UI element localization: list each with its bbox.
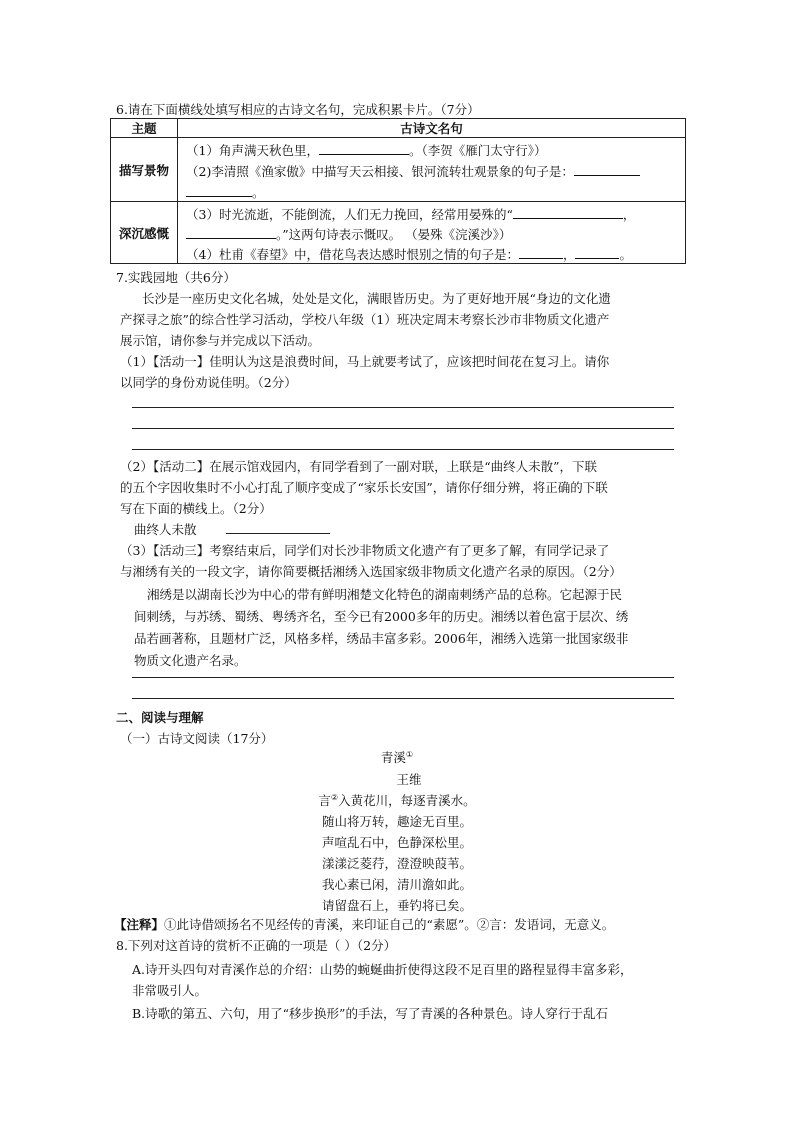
answer-line[interactable] (132, 677, 674, 678)
poem-title (0, 748, 794, 766)
poem-l1a: 言 (318, 793, 331, 808)
poem-author: 王维 (396, 772, 422, 787)
answer-line[interactable] (132, 449, 674, 450)
poem-l1-note: ② (330, 792, 339, 802)
row2-line3 (186, 245, 632, 263)
poem-line-1 (0, 791, 794, 809)
row2-content (178, 202, 686, 264)
row1-l1a: （1）角声满天秋色里， (186, 143, 319, 158)
answer-line[interactable] (132, 407, 674, 408)
q7-intro-2: 产探寻之旅”的综合性学习活动，学校八年级（1）班决定周末考察长沙市非物质文化遗产 (120, 312, 610, 327)
poem-l1b: 入黄花川，每逐青溪水。 (338, 793, 476, 808)
row1-line3 (186, 183, 265, 201)
answer-line[interactable] (132, 428, 674, 429)
row2-l1a: （3）时光流逝，不能倒流，人们无力挽回，经常用晏殊的“ (186, 207, 513, 222)
fill-blank-2[interactable] (574, 163, 640, 176)
q8-option-b-line1[interactable]: B.诗歌的第五、六句，用了“移步换形”的手法，写了青溪的各种景色。诗人穿行于乱石 (132, 1006, 608, 1021)
q7-intro-1: 长沙是一座历史文化名城，处处是文化，满眼皆历史。为了更好地开展“身边的文化遗 (142, 291, 611, 306)
fill-blank-7[interactable] (575, 246, 619, 259)
fill-blank-6[interactable] (519, 246, 563, 259)
header-quote: 古诗文名句 (178, 119, 686, 138)
q7-activity1-line1: （1）【活动一】佳明认为这是浪费时间，马上就要考试了，应该把时间花在复习上。请你 (120, 354, 610, 369)
xiangxiu-para-3: 品若画著称，且题材广泛，风格多样，绣品丰富多彩。2006年，湘绣入选第一批国家级非 (134, 631, 629, 646)
row2-topic: 深沉感慨 (111, 202, 178, 264)
answer-line[interactable] (132, 698, 674, 699)
fill-blank-5[interactable] (186, 226, 276, 239)
row2-l3a: （4）杜甫《春望》中，借花鸟表达感时恨别之情的句子是： (186, 247, 519, 262)
poem-title-text: 青溪 (380, 750, 406, 765)
q7-activity3-line1: （3）【活动三】考察结束后，同学们对长沙非物质文化遗产有了更多了解，有同学记录了 (120, 543, 610, 558)
row1-l3: 。 (252, 185, 265, 200)
row2-l2: 。”这两句诗表示慨叹。 （晏殊《浣溪沙》） (276, 227, 512, 242)
fill-blank-1[interactable] (319, 142, 409, 155)
poem-notes (114, 915, 614, 933)
row2-line1 (186, 205, 635, 223)
q8-title: 8.下列对这首诗的赏析不正确的一项是（ ）（2分） (116, 938, 397, 953)
poem-line-6: 请留盘石上，垂钓将已矣。 (321, 898, 472, 913)
row1-l1b: 。（李贺《雁门太守行》） (408, 143, 547, 158)
xiangxiu-para-1: 湘绣是以湖南长沙为中心的带有鲜明湘楚文化特色的湖南刺绣产品的总称。它起源于民 (147, 587, 623, 602)
q7-activity3-line2: 与湘绣有关的一段文字，请你简要概括湘绣入选国家级非物质文化遗产名录的原因。（2分） (120, 564, 622, 579)
xiangxiu-para-2: 间刺绣，与苏绣、蜀绣、粤绣齐名，至今已有2000多年的历史。湘绣以着色富于层次、绣 (134, 609, 629, 624)
q7-title: 7.实践园地（共6分） (116, 270, 236, 285)
q7-activity1-line2: 以同学的身份劝说佳明。（2分） (120, 375, 297, 390)
header-topic: 主题 (111, 119, 178, 138)
poem-title-note: ① (405, 749, 414, 759)
fill-blank-3[interactable] (186, 184, 252, 197)
q7-activity2-line1: （2）【活动二】在展示馆戏园内，有同学看到了一副对联，上联是“曲终人未散”，下联 (120, 459, 597, 474)
row2-l3b: ， (562, 247, 576, 262)
couplet-first-line: 曲终人未散 (134, 522, 197, 537)
poem-line-2: 随山将万转，趣途无百里。 (321, 814, 472, 829)
notes-label: 【注释】 (114, 917, 165, 932)
row1-line1 (186, 141, 546, 159)
row1-content (178, 138, 686, 202)
couplet-answer-line[interactable] (226, 533, 330, 534)
row1-topic: 描写景物 (111, 138, 178, 202)
section-subtitle: （一）古诗文阅读（17分） (120, 731, 274, 746)
q8-option-a-line1[interactable]: A.诗开头四句对青溪作总的介绍：山势的蜿蜒曲折使得这段不足百里的路程显得丰富多彩， (132, 962, 633, 977)
row2-l1b: ， (622, 207, 636, 222)
poem-line-5: 我心素已闲，清川澹如此。 (321, 877, 472, 892)
q7-activity2-line2: 的五个字因收集时不小心打乱了顺序变成了“家乐长安国”，请你仔细分辨，将正确的下联 (120, 480, 608, 495)
q8-option-a-line2[interactable]: 非常吸引人。 (132, 983, 208, 998)
q7-activity2-line3: 写在下面的横线上。（2分） (120, 501, 272, 516)
fill-blank-4[interactable] (513, 206, 623, 219)
row1-line2 (186, 162, 640, 180)
accumulation-card-table (110, 118, 686, 264)
section-title: 二、阅读与理解 (116, 710, 204, 725)
q7-intro-3: 展示馆，请你参与并完成以下活动。 (120, 333, 321, 348)
row1-l2: （2)李清照《渔家傲》中描写天云相接、银河流转壮观景象的句子是： (186, 164, 574, 179)
poem-line-4: 漾漾泛菱荇，澄澄映葭苇。 (321, 856, 472, 871)
row2-l3c: 。 (619, 247, 632, 262)
poem-line-3: 声喧乱石中，色静深松里。 (321, 835, 472, 850)
row2-line2 (186, 225, 511, 243)
xiangxiu-para-4: 物质文化遗产名录。 (134, 653, 247, 668)
notes-text: ①此诗借颂扬名不见经传的青溪，来印证自己的“素愿”。②言：发语词，无意义。 (164, 917, 615, 932)
q6-title: 6.请在下面横线处填写相应的古诗文名句，完成积累卡片。（7分） (116, 102, 480, 117)
